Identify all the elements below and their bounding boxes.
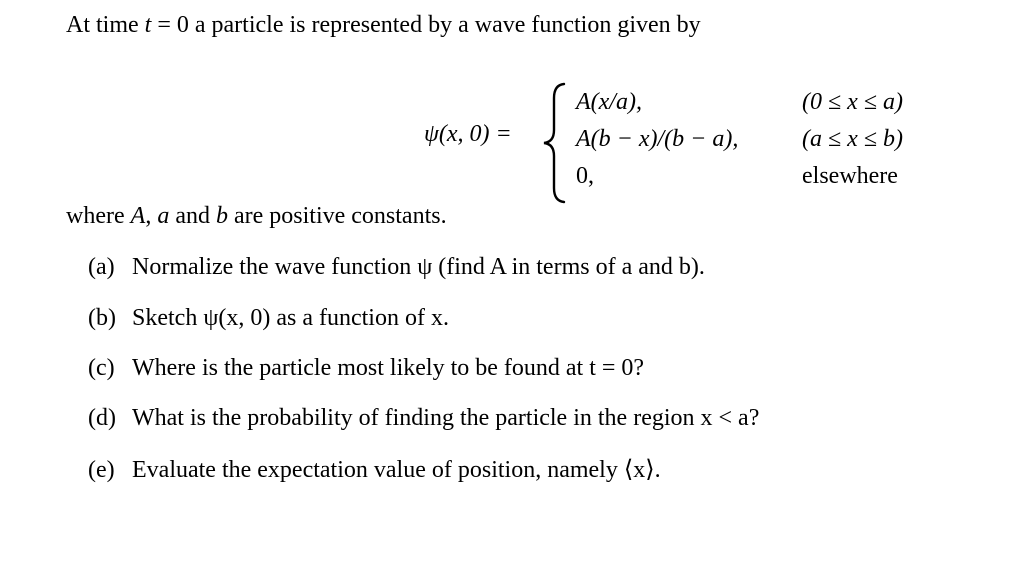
question-text: Evaluate the expectation value of position, namely ⟨x⟩.: [132, 457, 661, 483]
a-symbol: a: [157, 203, 170, 229]
case-row: [576, 84, 936, 121]
case-condition: (0 ≤ x ≤ a): [802, 89, 903, 115]
question-d: [88, 405, 759, 432]
question-label: (a): [88, 254, 115, 280]
case-expression: 0,: [576, 163, 594, 189]
intro-sentence: [66, 12, 701, 39]
intro-text-1: At time: [66, 12, 145, 38]
left-brace-icon: [540, 82, 570, 204]
question-b: [88, 305, 449, 332]
question-c: [88, 355, 644, 382]
psi-symbol: ψ: [424, 121, 439, 147]
question-text: Sketch ψ(x, 0) as a function of x.: [132, 305, 449, 331]
question-text: Normalize the wave function ψ (find A in terms of a and b).: [132, 254, 705, 280]
equation-lhs-args: (x, 0) =: [438, 121, 512, 147]
question-e: [88, 455, 661, 484]
A-symbol: A: [130, 203, 146, 229]
question-text: What is the probability of finding the particle in the region x < a?: [132, 405, 760, 431]
question-label: (b): [88, 305, 116, 331]
case-condition: elsewhere: [802, 163, 898, 189]
case-condition: (a ≤ x ≤ b): [802, 126, 903, 152]
where-text: where: [66, 203, 131, 229]
where-text: ,: [145, 203, 158, 229]
where-text: are positive constants.: [227, 203, 447, 229]
where-sentence: [66, 203, 447, 230]
case-expression: A(x/a),: [576, 89, 642, 115]
equation-lhs: [424, 121, 512, 148]
case-expression: A(b − x)/(b − a),: [576, 126, 739, 152]
question-a: [88, 254, 705, 281]
case-row: [576, 158, 936, 195]
intro-t-symbol: t: [144, 12, 152, 38]
question-text: Where is the particle most likely to be found at t = 0?: [132, 355, 645, 381]
question-label: (d): [88, 405, 116, 431]
piecewise-cases: [576, 84, 936, 195]
question-label: (e): [88, 457, 115, 483]
case-row: [576, 121, 936, 158]
b-symbol: b: [215, 203, 228, 229]
where-text: and: [169, 203, 216, 229]
intro-text-2: = 0 a particle is represented by a wave function given by: [151, 12, 701, 38]
question-label: (c): [88, 355, 115, 381]
